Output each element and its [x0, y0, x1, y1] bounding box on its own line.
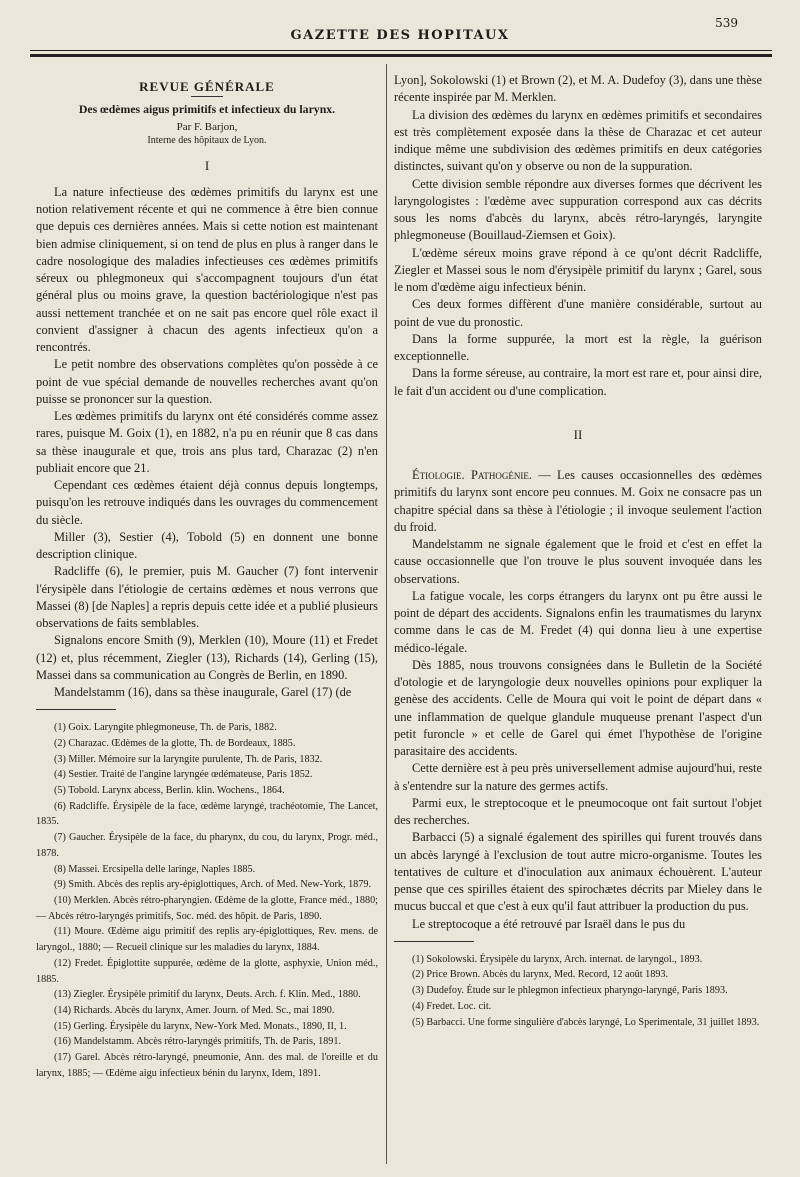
- right-body-1: [394, 72, 762, 400]
- footnote: (8) Massei. Ercsipella delle laringe, Naples 1885.: [54, 863, 256, 875]
- part-one-heading: I: [204, 157, 210, 173]
- paragraph: Parmi eux, le streptocoque et le pneumocoque ont fait surtout l'objet des recherches.: [394, 795, 762, 827]
- left-footnotes: [36, 720, 378, 1081]
- etiology-heading: Étiologie. Pathogénie.: [412, 468, 532, 482]
- paragraph: Mandelstamm ne signale également que le froid et c'est en effet la cause occasionnelle que l'on trouve le plus souvent invoquée dans les observations.: [394, 537, 762, 586]
- footnote: (1) Sokolowski. Érysipèle du larynx, Arch. internat. de laryngol., 1893.: [412, 953, 703, 965]
- footnote: (5) Barbacci. Une forme singulière d'abcès laryngé, Lo Sperimentale, 31 juillet 1893.: [412, 1016, 760, 1028]
- paragraph: Radcliffe (6), le premier, puis M. Gaucher (7) font intervenir l'érysipèle dans l'étiologie de certains œdèmes et nous verrons que Massei (8) [de Naples] a repris depuis cette idée et a publié plusieurs observations de faits semblables.: [36, 564, 378, 630]
- footnote: (10) Merklen. Abcès rétro-pharyngien. Œdème de la glotte, France méd., 1880; — Abcès rétro-laryngés primitifs, Soc. méd. des hôpit. de Paris, 1890.: [36, 894, 378, 922]
- right-body-2: [394, 467, 762, 933]
- footnote-rule: [36, 709, 116, 710]
- footnote: (9) Smith. Abcès des replis ary-épiglottiques, Arch. of Med. New-York, 1879.: [54, 879, 371, 891]
- footnote: (7) Gaucher. Érysipèle de la face, du pharynx, du cou, du larynx, Progr. méd., 1878.: [36, 832, 378, 859]
- footnote: (11) Moure. Œdème aigu primitif des replis ary-épiglottiques, Rev. mens. de laryngol., 1880; — Recueil clinique sur les maladies du larynx, 1884.: [36, 926, 378, 954]
- footnote: (12) Fredet. Épiglottite suppurée, œdème de la glotte, asphyxie, Union méd., 1885.: [36, 957, 378, 985]
- footnote: (1) Goix. Laryngite phlegmoneuse, Th. de Paris, 1882.: [54, 722, 277, 734]
- paragraph: Dès 1885, nous trouvons consignées dans le Bulletin de la Société d'otologie et de laryngologie deux nouvelles opinions pour expliquer la genèse des accidents. Celle de Moura qui voit le point de départ dans « une inflammation de quelque glandule muqueuse prenant l'aspect d'un petit furoncle » et celle de Garel qui émet l'hypothèse de l'origine parasitaire des accidents.: [394, 657, 762, 758]
- paragraph: Dans la forme séreuse, au contraire, la mort est rare et, pour ainsi dire, le fait d'un accident ou d'une complication.: [394, 366, 762, 398]
- paragraph: [394, 467, 762, 536]
- paragraph-text: — Les causes occasionnelles des œdèmes primitifs du larynx sont encore peu connues. M. Goix ne consacre pas un chapitre spécial dans sa thèse à l'étiologie ; il invoque seulement l'action du froid.: [394, 468, 763, 534]
- paragraph: Le streptocoque a été retrouvé par Israël dans le pus du: [412, 916, 686, 931]
- paragraph: Cependant ces œdèmes étaient déjà connus depuis longtemps, puisqu'on les retrouve indiqués dans les ouvrages du commencement du siècle.: [36, 478, 378, 527]
- paragraph: Les œdèmes primitifs du larynx ont été considérés comme assez rares, puisque M. Goix (1), en 1882, n'a pu en réunir que 8 cas dans sa thèse inaugurale et que, trois ans plus tard, Charazac (2) n'en publiait encore que 21.: [36, 409, 378, 475]
- footnote: (14) Richards. Abcès du larynx, Amer. Journ. of Med. Sc., mai 1890.: [54, 1004, 335, 1016]
- masthead-rule-top: [30, 50, 772, 51]
- footnote: (15) Gerling. Érysipèle du larynx, New-York Med. Monats., 1890, II, 1.: [54, 1020, 347, 1032]
- left-body: [36, 184, 378, 702]
- footnote: (4) Fredet. Loc. cit.: [412, 1000, 492, 1012]
- footnote: (2) Price Brown. Abcès du larynx, Med. Record, 12 août 1893.: [412, 969, 669, 981]
- right-column: [394, 72, 762, 1030]
- byline: Par F. Barjon,: [176, 120, 238, 133]
- paragraph: Cette division semble répondre aux diverses formes que décrivent les laryngologistes : l'œdème avec suppuration correspond aux cas décrits sous les noms d'abcès du larynx, abcès rétro-laryngés, laryngite phlegmoneuse (Bouillaud-Ziemsen et Goix).: [394, 176, 762, 243]
- paragraph: Cette dernière est à peu près universellement admise aujourd'hui, reste à s'entendre sur la nature des germes actifs.: [394, 761, 762, 793]
- paragraph: La fatigue vocale, les corps étrangers du larynx ont pu être aussi le point de départ des accidents. Signalons enfin les traumatismes du larynx comme dans le cas de M. Fredet (4) qui donna lieu à une expertise médico-légale.: [394, 588, 762, 655]
- left-column: [36, 72, 378, 1081]
- footnote: (13) Ziegler. Érysipèle primitif du larynx, Deuts. Arch. f. Klin. Med., 1880.: [54, 989, 361, 1001]
- footnote-rule-right: [394, 941, 474, 942]
- paragraph: Ces deux formes diffèrent d'une manière considérable, surtout au point de vue du pronostic.: [394, 297, 762, 329]
- paragraph: Signalons encore Smith (9), Merklen (10), Moure (11) et Fredet (12) et, plus récemment, Ziegler (13), Richards (14), Gerling (15), Massei dans sa communication au Congrès de Berlin, en 1890.: [36, 633, 378, 682]
- footnote: (16) Mandelstamm. Abcès rétro-laryngés primitifs, Th. de Paris, 1891.: [54, 1036, 341, 1048]
- paragraph: Lyon], Sokolowski (1) et Brown (2), et M. A. Dudefoy (3), dans une thèse récente inspirée par M. Merklen.: [394, 73, 762, 105]
- masthead: GAZETTE DES HOPITAUX: [290, 28, 510, 43]
- article-title: Des œdèmes aigus primitifs et infectieux du larynx.: [78, 102, 336, 117]
- footnote: (3) Miller. Mémoire sur la laryngite purulente, Th. de Paris, 1832.: [54, 753, 323, 765]
- footnote: (3) Dudefoy. Étude sur le phlegmon infectieux pharyngo-laryngé, Paris 1893.: [412, 985, 728, 997]
- paragraph: L'œdème séreux moins grave répond à ce qu'ont décrit Radcliffe, Ziegler et Massei sous le nom d'érysipèle primitif du larynx ; Garel, sous le nom d'œdème aigu infectieux bénin.: [394, 245, 762, 294]
- section-title: REVUE GÉNÉRALE: [139, 79, 275, 94]
- footnote: (17) Garel. Abcès rétro-laryngé, pneumonie, Ann. des mal. de l'oreille et du larynx, 1885; — Œdème aigu infectieux bénin du larynx, Idem, 1891.: [36, 1052, 378, 1079]
- title-rule: [191, 96, 223, 97]
- column-separator: [386, 64, 387, 1164]
- paragraph: Barbacci (5) a signalé également des spirilles qui furent trouvés dans un abcès laryngé à l'exclusion de tout autre micro-organisme. Toutes les tentatives de culture et d'inoculation aux animaux échouèrent. L'auteur pense que ces spirilles étaient des spirochætes décrits par Mieley dans le mucus buccal et que c'est à eux qu'il faut attribuer la production du pus.: [394, 830, 762, 914]
- footnote: (6) Radcliffe. Érysipèle de la face, œdème laryngé, trachéotomie, The Lancet, 1835.: [36, 800, 378, 828]
- footnote: (5) Tobold. Larynx abcess, Berlin. klin. Wochens., 1864.: [54, 785, 285, 797]
- paragraph: Miller (3), Sestier (4), Tobold (5) en donnent une bonne description clinique.: [36, 529, 378, 561]
- paragraph: La nature infectieuse des œdèmes primitifs du larynx est une notion relativement récente et qui ne commence à être bien connue que depuis ces dernières années. Mais si cette notion est maintenant bien admise cliniquement, si on tend de plus en plus à ranger dans le cadre nosologique des maladies infectieuses ces œdèmes primitifs séreux ou phlegmoneux qui s'accompagnent toujours d'un état général plus ou moins grave, la question bactériologique n'est pas aussi nettement tranchée et on ne sait pas encore quel rôle exact il convient d'assigner à chacun des agents infectieux qu'on a rencontrés.: [36, 184, 378, 354]
- byline-role: Interne des hôpitaux de Lyon.: [147, 134, 267, 146]
- paragraph: Mandelstamm (16), dans sa thèse inaugurale, Garel (17) (de: [54, 685, 352, 699]
- footnote: (4) Sestier. Traité de l'angine laryngée œdémateuse, Paris 1852.: [54, 769, 313, 781]
- paragraph: Dans la forme suppurée, la mort est la règle, la guérison exceptionnelle.: [394, 331, 762, 363]
- masthead-rule-bottom: [30, 54, 772, 57]
- paragraph: Le petit nombre des observations complètes qu'on possède à ce point de vue spécial demande de nouvelles recherches avant qu'on puisse se prononcer sur la question.: [36, 357, 378, 406]
- paragraph: La division des œdèmes du larynx en œdèmes primitifs et secondaires est très complètement exposée dans la thèse de Charazac et cet auteur indique même une subdivision des œdèmes primitifs en deux catégories distinctes, suivant qu'on y observe ou non de la suppuration.: [394, 107, 762, 174]
- footnote: (2) Charazac. Œdèmes de la glotte, Th. de Bordeaux, 1885.: [54, 737, 296, 749]
- part-two-heading: II: [573, 426, 583, 442]
- page-number: 539: [715, 16, 738, 30]
- right-footnotes: [394, 952, 762, 1031]
